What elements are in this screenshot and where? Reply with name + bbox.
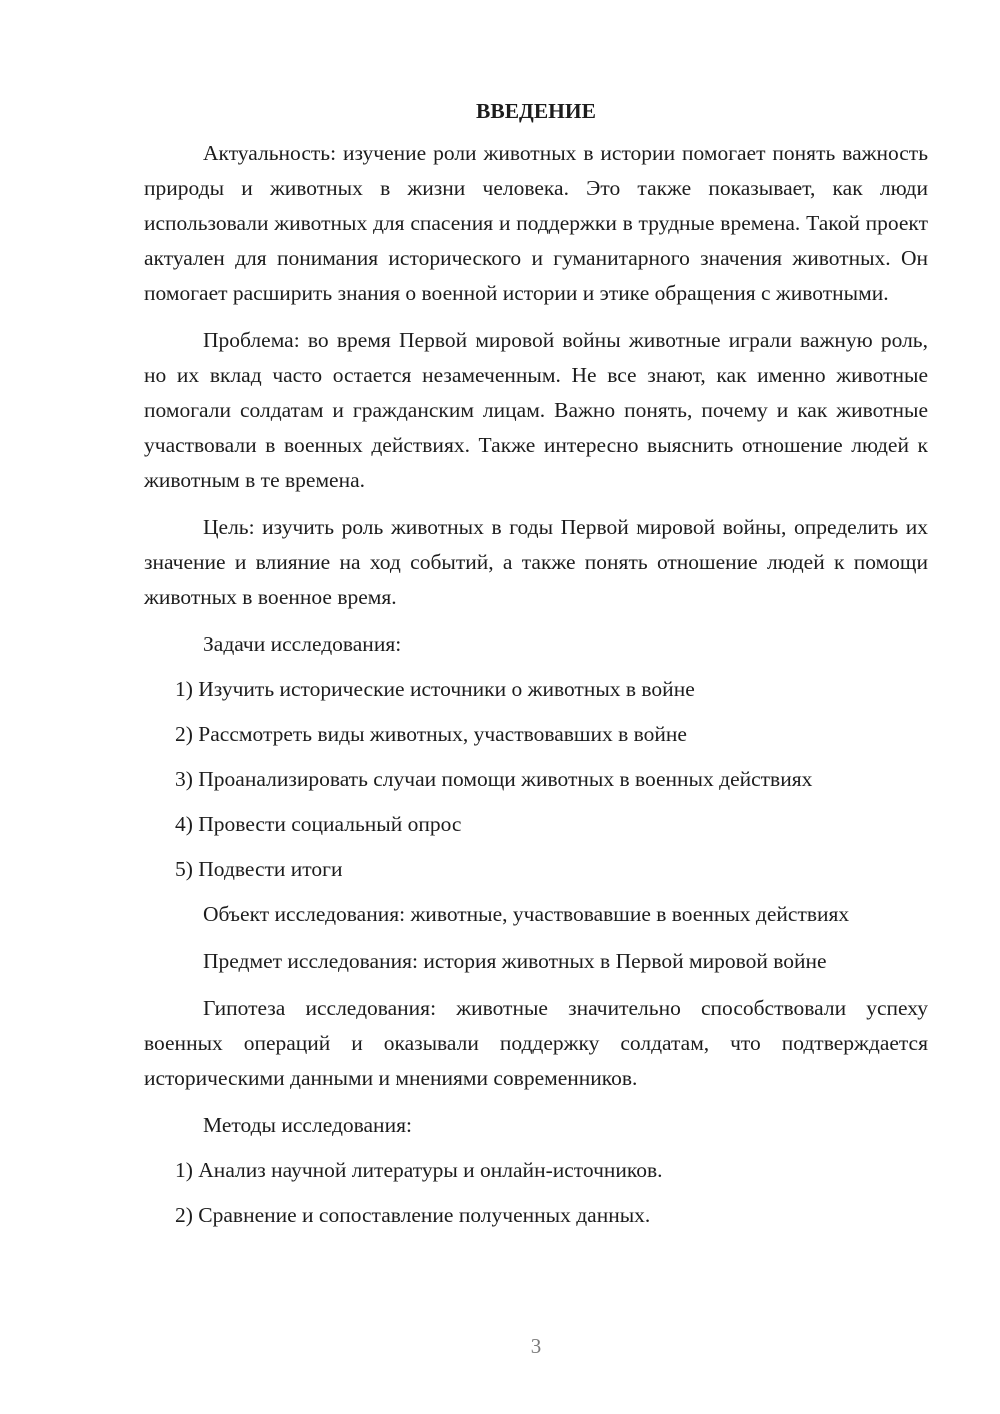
problem-paragraph: Проблема: во время Первой мировой войны животные играли важную роль, но их вклад часто остается незамеченным. Не все знают, как именно животные помогали солдатам и гражданским лицам. Важно понять, почему и как животные участвовали в военных действиях. Также интересно выяснить отношение людей к животным в те времена.: [144, 328, 928, 492]
relevance-paragraph: Актуальность: изучение роли животных в истории помогает понять важность природы и животных в жизни человека. Это также показывает, как люди использовали животных для спасения и поддержки в трудные времена. Такой проект актуален для понимания исторического и гуманитарного значения животных. Он помогает расширить знания о военной истории и этике обращения с животными.: [144, 141, 928, 305]
list-item: 2) Рассмотреть виды животных, участвовавших в войне: [175, 722, 687, 746]
methods-label: Методы исследования:: [203, 1113, 412, 1137]
list-item: 1) Анализ научной литературы и онлайн-источников.: [175, 1158, 663, 1182]
list-item: 3) Проанализировать случаи помощи животных в военных действиях: [175, 767, 813, 791]
tasks-list: [144, 672, 928, 887]
goal-paragraph: Цель: изучить роль животных в годы Первой мировой войны, определить их значение и влияние на ход событий, а также понять отношение людей к помощи животных в военное время.: [144, 515, 928, 609]
page-content: [144, 96, 928, 1243]
list-item: 1) Изучить исторические источники о животных в войне: [175, 677, 695, 701]
section-title: ВВЕДЕНИЕ: [476, 99, 596, 123]
list-item: 4) Провести социальный опрос: [175, 812, 462, 836]
object-paragraph: Объект исследования: животные, участвовавшие в военных действиях: [203, 902, 850, 926]
tasks-label: Задачи исследования:: [203, 632, 402, 656]
hypothesis-paragraph: Гипотеза исследования: животные значительно способствовали успеху военных операций и оказывали поддержку солдатам, что подтверждается историческими данными и мнениями современников.: [144, 996, 928, 1090]
list-item: 2) Сравнение и сопоставление полученных данных.: [175, 1203, 651, 1227]
methods-list: [144, 1153, 928, 1233]
list-item: 5) Подвести итоги: [175, 857, 343, 881]
subject-paragraph: Предмет исследования: история животных в Первой мировой войне: [203, 949, 827, 973]
page-number: 3: [530, 1334, 542, 1358]
